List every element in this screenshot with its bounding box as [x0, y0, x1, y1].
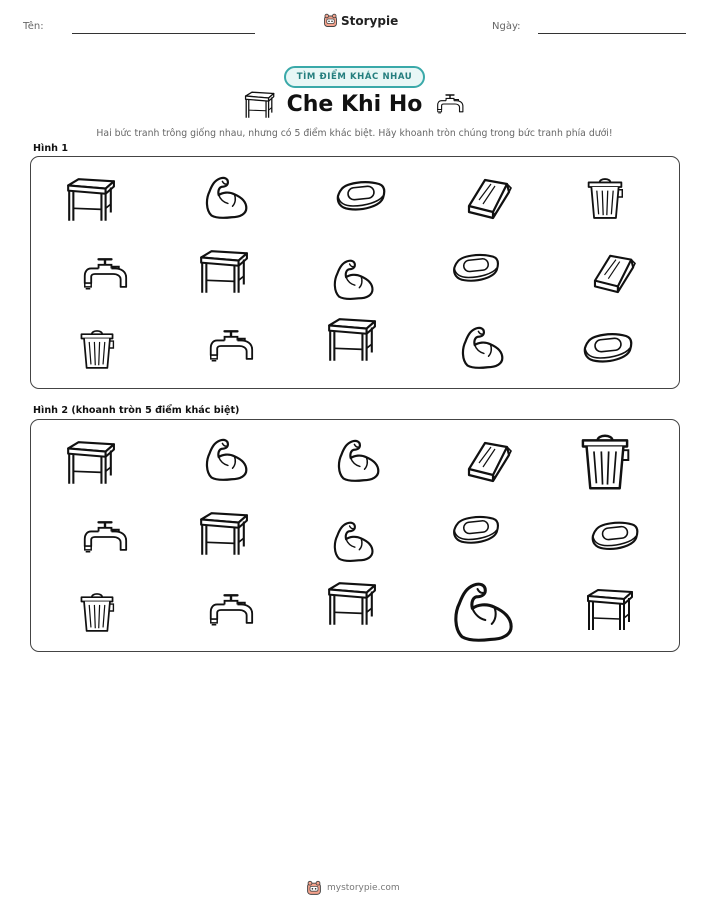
trash-can-icon: [578, 428, 632, 492]
flexed-arm-icon: [332, 257, 376, 301]
trash-can-icon: [78, 587, 116, 635]
name-input-line[interactable]: [72, 33, 255, 34]
table-icon: [584, 587, 634, 633]
date-label: Ngày:: [492, 21, 521, 32]
flexed-arm-icon: [204, 436, 250, 482]
faucet-icon: [436, 92, 464, 116]
soap-icon: [335, 178, 387, 214]
name-label: Tên:: [23, 21, 44, 32]
faucet-icon: [82, 255, 128, 293]
flexed-arm-icon: [451, 580, 517, 642]
category-pill: TÌM ĐIỂM KHÁC NHAU: [284, 66, 425, 88]
brand-name: Storypie: [341, 13, 399, 28]
footer: [306, 880, 400, 896]
table-icon: [325, 317, 377, 363]
towel-icon: [465, 176, 515, 220]
soap-icon: [451, 251, 501, 285]
flexed-arm-icon: [460, 324, 506, 370]
flexed-arm-icon: [336, 437, 382, 483]
faucet-icon: [82, 518, 128, 556]
table-icon: [197, 511, 249, 557]
towel-icon: [591, 252, 639, 294]
table-icon: [325, 581, 377, 627]
towel-icon: [465, 439, 515, 483]
soap-icon: [451, 513, 501, 547]
page-title: [0, 92, 709, 117]
page-title-text: Che Khi Ho: [286, 92, 423, 117]
date-input-line[interactable]: [538, 33, 686, 34]
soap-icon: [582, 330, 634, 366]
trash-can-icon: [78, 324, 116, 372]
storypie-logo-icon: [306, 880, 322, 896]
faucet-icon: [208, 326, 254, 366]
table-icon: [64, 440, 116, 486]
trash-can-icon: [585, 173, 625, 221]
storypie-logo-icon: [323, 13, 338, 28]
flexed-arm-icon: [204, 174, 250, 220]
brand: [323, 13, 398, 28]
picture2-label: Hình 2 (khoanh tròn 5 điểm khác biệt): [33, 405, 240, 416]
soap-icon: [590, 518, 640, 554]
instructions: Hai bức tranh trông giống nhau, nhưng có 5 điểm khác biệt. Hãy khoanh tròn chúng trong bức tranh phía dưới!: [96, 128, 613, 139]
table-icon: [197, 249, 249, 295]
picture1-label: Hình 1: [33, 143, 68, 154]
footer-site[interactable]: mystorypie.com: [327, 883, 400, 893]
faucet-icon: [208, 590, 254, 630]
table-icon: [64, 177, 116, 223]
flexed-arm-icon: [332, 519, 376, 563]
